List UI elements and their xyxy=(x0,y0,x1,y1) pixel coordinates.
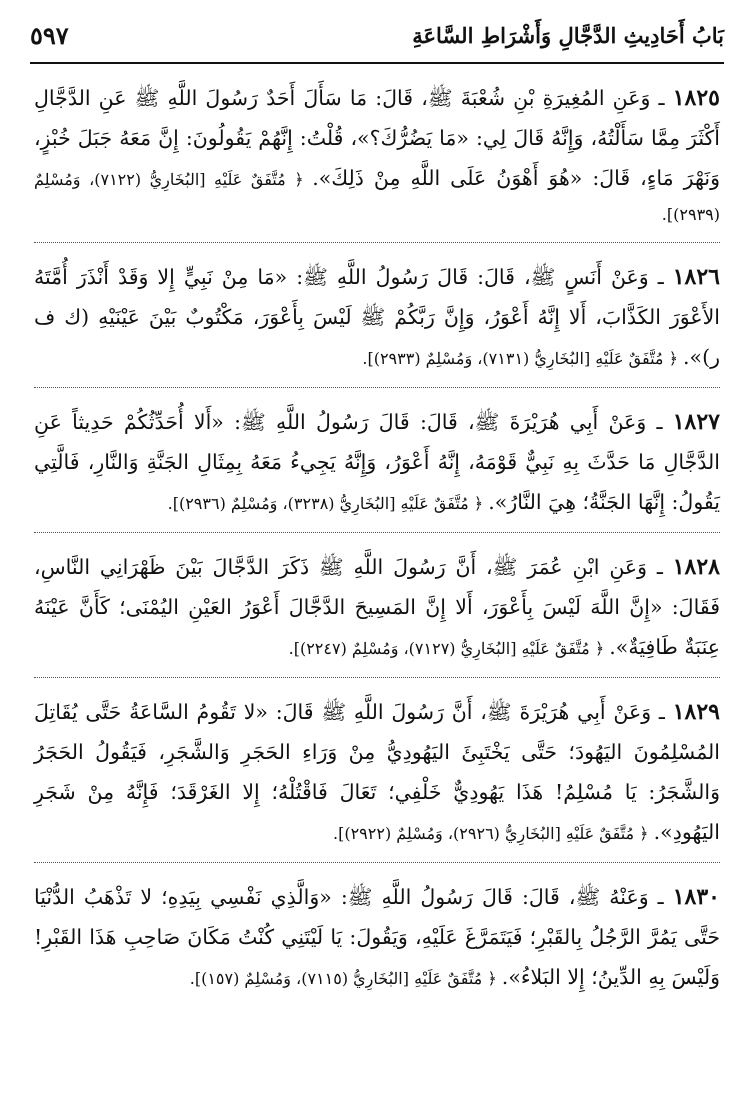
hadith-text: ـ وَعَنِ ابْنِ عُمَرَ ﷺ، أَنَّ رَسُولَ اللَّهِ ﷺ ذَكَرَ الدَّجَّالَ بَيْنَ ظَهْرَانِي النَّاسِ، فَقَالَ: «إِنَّ اللَّهَ لَيْسَ بِأَعْوَرَ، أَلا إِنَّ المَسِيحَ الدَّجَّالَ أَعْوَرُ العَيْنِ اليُمْنَى؛ كَأَنَّ عَيْنَهُ عِنَبَةٌ طَافِيَةٌ». xyxy=(34,555,720,659)
hadith-text: ـ وَعَنْ أَبِي هُرَيْرَةَ ﷺ، قَالَ: قَالَ رَسُولُ اللَّهِ ﷺ: «أَلا أُحَدِّثُكُمْ حَدِيثاً عَنِ الدَّجَّالِ مَا حَدَّثَ بِهِ نَبِيٌّ قَوْمَهُ، إِنَّهُ أَعْوَرُ، وَإِنَّهُ يَجِيءُ مَعَهُ بِمِثَالِ الجَنَّةِ وَالنَّارِ، فَالَّتِي يَقُولُ: إِنَّهَا الجَنَّةُ؛ هِيَ النَّارُ». xyxy=(34,410,720,514)
hadith-text: ـ وَعَنْهُ ﷺ، قَالَ: قَالَ رَسُولُ اللَّهِ ﷺ: «وَالَّذِي نَفْسِي بِيَدِهِ؛ لا تَذْهَبُ الدُّنْيَا حَتَّى يَمُرَّ الرَّجُلُ بِالقَبْرِ؛ فَيَتَمَرَّغَ عَلَيْهِ، وَيَقُولَ: يَا لَيْتَنِي كُنْتُ مَكَانَ صَاحِبِ هَذَا القَبْرِ! وَلَيْسَ بِهِ الدِّينُ؛ إِلا البَلاءُ». xyxy=(34,885,720,989)
hadith-text: ـ وَعَنْ أَنَسٍ ﷺ، قَالَ: قَالَ رَسُولُ اللَّهِ ﷺ: «مَا مِنْ نَبِيٍّ إِلا وَقَدْ أَنْذَرَ أُمَّتَهُ الأَعْوَرَ الكَذَّابَ، أَلا إِنَّهُ أَعْوَرُ، وَإِنَّ رَبَّكُمْ ﷺ لَيْسَ بِأَعْوَرَ، مَكْتُوبٌ بَيْنَ عَيْنَيْهِ (ك ف ر)». xyxy=(34,265,720,369)
page-header xyxy=(30,14,724,56)
hadith-entry xyxy=(34,78,720,243)
hadith-source: ﴿ مُتَّفَقٌ عَلَيْهِ [البُخَارِيُّ (٧١٢٢)، وَمُسْلِمٌ (٢٩٣٩)]. xyxy=(34,170,720,224)
hadith-entry xyxy=(34,547,720,678)
hadith-number: ١٨٢٧ xyxy=(672,409,720,435)
chapter-title: بَابُ أَحَادِيثِ الدَّجَّالِ وَأَشْرَاطِ السَّاعَةِ xyxy=(412,22,724,48)
hadith-source: ﴿ مُتَّفَقٌ عَلَيْهِ [البُخَارِيُّ (٣٢٣٨)، وَمُسْلِمٌ (٢٩٣٦)]. xyxy=(167,494,484,513)
hadith-source: ﴿ مُتَّفَقٌ عَلَيْهِ [البُخَارِيُّ (٧١٢٧)، وَمُسْلِمٌ (٢٢٤٧)]. xyxy=(288,639,605,658)
page-number: ٥٩٧ xyxy=(30,20,69,50)
page-body xyxy=(34,78,720,1092)
hadith-number: ١٨٢٩ xyxy=(672,699,720,725)
hadith-text: ـ وَعَنِ المُغِيرَةِ بْنِ شُعْبَةَ ﷺ، قَالَ: مَا سَأَلَ أَحَدٌ رَسُولَ اللَّهِ ﷺ عَنِ الدَّجَّالِ أَكْثَرَ مِمَّا سَأَلْتُهُ، وَإِنَّهُ قَالَ لِي: «مَا يَضُرُّكَ؟»، قُلْتُ: إِنَّهُمْ يَقُولُونَ: إِنَّ مَعَهُ جَبَلَ خُبْزٍ، وَنَهْرَ مَاءٍ، قَالَ: «هُوَ أَهْوَنُ عَلَى اللَّهِ مِنْ ذَلِكَ». xyxy=(34,86,721,190)
hadith-number: ١٨٣٠ xyxy=(672,884,720,910)
hadith-number: ١٨٢٥ xyxy=(672,85,720,111)
hadith-source: ﴿ مُتَّفَقٌ عَلَيْهِ [البُخَارِيُّ (٢٩٢٦)، وَمُسْلِمٌ (٢٩٢٢)]. xyxy=(332,824,649,843)
hadith-entry xyxy=(34,692,720,863)
hadith-entry xyxy=(34,877,720,1007)
hadith-number: ١٨٢٨ xyxy=(672,554,720,580)
hadith-source: ﴿ مُتَّفَقٌ عَلَيْهِ [البُخَارِيُّ (٧١١٥)، وَمُسْلِمٌ (١٥٧)]. xyxy=(189,969,497,988)
hadith-text: ـ وَعَنْ أَبِي هُرَيْرَةَ ﷺ، أَنَّ رَسُولَ اللَّهِ ﷺ قَالَ: «لا تَقُومُ السَّاعَةُ حَتَّى يُقَاتِلَ المُسْلِمُونَ اليَهُودَ؛ حَتَّى يَخْتَبِئَ اليَهُودِيُّ مِنْ وَرَاءِ الحَجَرِ وَالشَّجَرِ، فَيَقُولُ الحَجَرُ وَالشَّجَرُ: يَا مُسْلِمُ! هَذَا يَهُودِيٌّ خَلْفِي؛ تَعَالَ فَاقْتُلْهُ؛ إِلا الغَرْقَدَ؛ فَإِنَّهُ مِنْ شَجَرِ اليَهُودِ». xyxy=(34,700,720,844)
hadith-source: ﴿ مُتَّفَقٌ عَلَيْهِ [البُخَارِيُّ (٧١٣١)، وَمُسْلِمٌ (٢٩٣٣)]. xyxy=(362,349,678,368)
hadith-entry xyxy=(34,402,720,533)
hadith-number: ١٨٢٦ xyxy=(672,264,720,290)
hadith-entry xyxy=(34,257,720,388)
header-rule xyxy=(30,62,724,64)
